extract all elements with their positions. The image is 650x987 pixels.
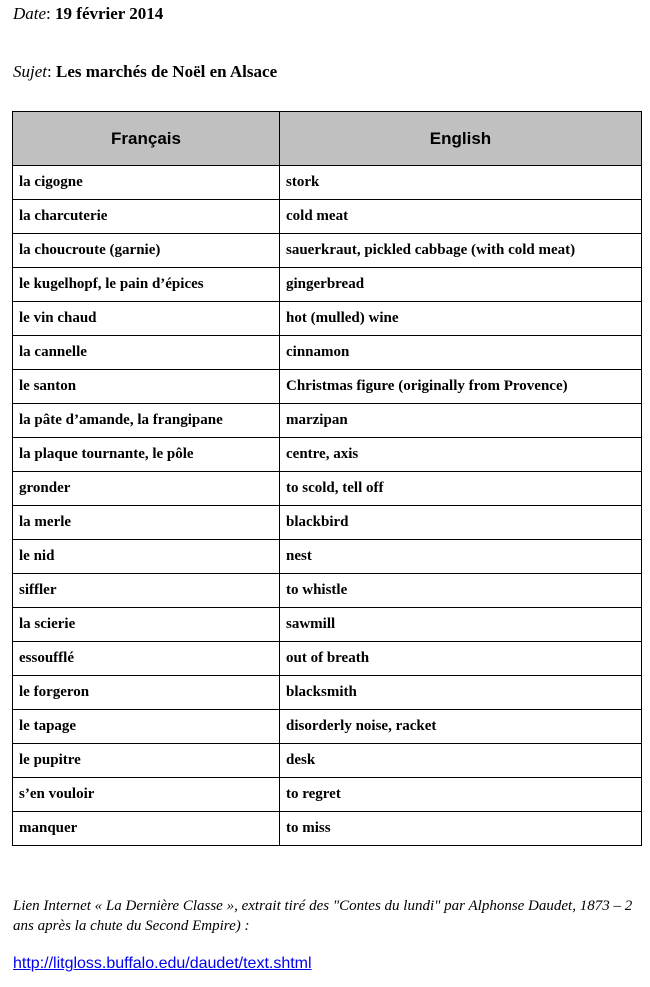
french-term: siffler bbox=[13, 574, 280, 608]
table-row bbox=[13, 506, 642, 540]
table-header-row bbox=[13, 112, 642, 166]
english-translation: to miss bbox=[280, 812, 642, 846]
english-translation: stork bbox=[280, 166, 642, 200]
english-translation: blackbird bbox=[280, 506, 642, 540]
french-term: s’en vouloir bbox=[13, 778, 280, 812]
english-translation: to regret bbox=[280, 778, 642, 812]
table-row bbox=[13, 234, 642, 268]
table-row bbox=[13, 608, 642, 642]
vocabulary-body bbox=[13, 166, 642, 846]
date-value: 19 février 2014 bbox=[55, 4, 164, 23]
english-translation: marzipan bbox=[280, 404, 642, 438]
french-term: gronder bbox=[13, 472, 280, 506]
subject-line: Sujet: Les marchés de Noël en Alsace bbox=[13, 62, 278, 81]
english-translation: sauerkraut, pickled cabbage (with cold meat) bbox=[280, 234, 642, 268]
french-term: le santon bbox=[13, 370, 280, 404]
table-row bbox=[13, 166, 642, 200]
french-term: la choucroute (garnie) bbox=[13, 234, 280, 268]
header-english: English bbox=[280, 112, 642, 166]
french-term: la scierie bbox=[13, 608, 280, 642]
french-term: la merle bbox=[13, 506, 280, 540]
french-term: la pâte d’amande, la frangipane bbox=[13, 404, 280, 438]
table-row bbox=[13, 472, 642, 506]
english-translation: desk bbox=[280, 744, 642, 778]
french-term: le vin chaud bbox=[13, 302, 280, 336]
french-term: la cigogne bbox=[13, 166, 280, 200]
french-term: le pupitre bbox=[13, 744, 280, 778]
english-translation: to scold, tell off bbox=[280, 472, 642, 506]
source-note: Lien Internet « La Dernière Classe », extrait tiré des "Contes du lundi" par Alphonse Daudet, 1873 – 2 ans après la chute du Second Empire) : bbox=[13, 898, 633, 934]
english-translation: out of breath bbox=[280, 642, 642, 676]
table-row bbox=[13, 336, 642, 370]
table-row bbox=[13, 438, 642, 472]
english-translation: to whistle bbox=[280, 574, 642, 608]
header-francais: Français bbox=[13, 112, 280, 166]
english-translation: cold meat bbox=[280, 200, 642, 234]
french-term: essoufflé bbox=[13, 642, 280, 676]
subject-label: Sujet bbox=[13, 62, 47, 81]
table-row bbox=[13, 200, 642, 234]
table-row bbox=[13, 778, 642, 812]
subject-value: Les marchés de Noël en Alsace bbox=[55, 62, 278, 81]
table-row bbox=[13, 302, 642, 336]
vocabulary-table bbox=[12, 111, 642, 846]
french-term: le tapage bbox=[13, 710, 280, 744]
table-row bbox=[13, 404, 642, 438]
english-translation: cinnamon bbox=[280, 336, 642, 370]
table-row bbox=[13, 744, 642, 778]
english-translation: sawmill bbox=[280, 608, 642, 642]
english-translation: nest bbox=[280, 540, 642, 574]
french-term: la cannelle bbox=[13, 336, 280, 370]
table-row bbox=[13, 812, 642, 846]
french-term: le nid bbox=[13, 540, 280, 574]
english-translation: blacksmith bbox=[280, 676, 642, 710]
french-term: le forgeron bbox=[13, 676, 280, 710]
table-row bbox=[13, 540, 642, 574]
table-row bbox=[13, 642, 642, 676]
table-row bbox=[13, 370, 642, 404]
english-translation: hot (mulled) wine bbox=[280, 302, 642, 336]
table-row bbox=[13, 710, 642, 744]
table-row bbox=[13, 676, 642, 710]
table-row bbox=[13, 268, 642, 302]
table-row bbox=[13, 574, 642, 608]
english-translation: disorderly noise, racket bbox=[280, 710, 642, 744]
french-term: la charcuterie bbox=[13, 200, 280, 234]
date-label: Date bbox=[13, 4, 47, 23]
french-term: la plaque tournante, le pôle bbox=[13, 438, 280, 472]
english-translation: gingerbread bbox=[280, 268, 642, 302]
source-link[interactable]: http://litgloss.buffalo.edu/daudet/text.shtml bbox=[13, 955, 312, 972]
english-translation: centre, axis bbox=[280, 438, 642, 472]
date-line: Date: 19 février 2014 bbox=[13, 4, 164, 23]
french-term: manquer bbox=[13, 812, 280, 846]
english-translation: Christmas figure (originally from Provence) bbox=[280, 370, 642, 404]
french-term: le kugelhopf, le pain d’épices bbox=[13, 268, 280, 302]
